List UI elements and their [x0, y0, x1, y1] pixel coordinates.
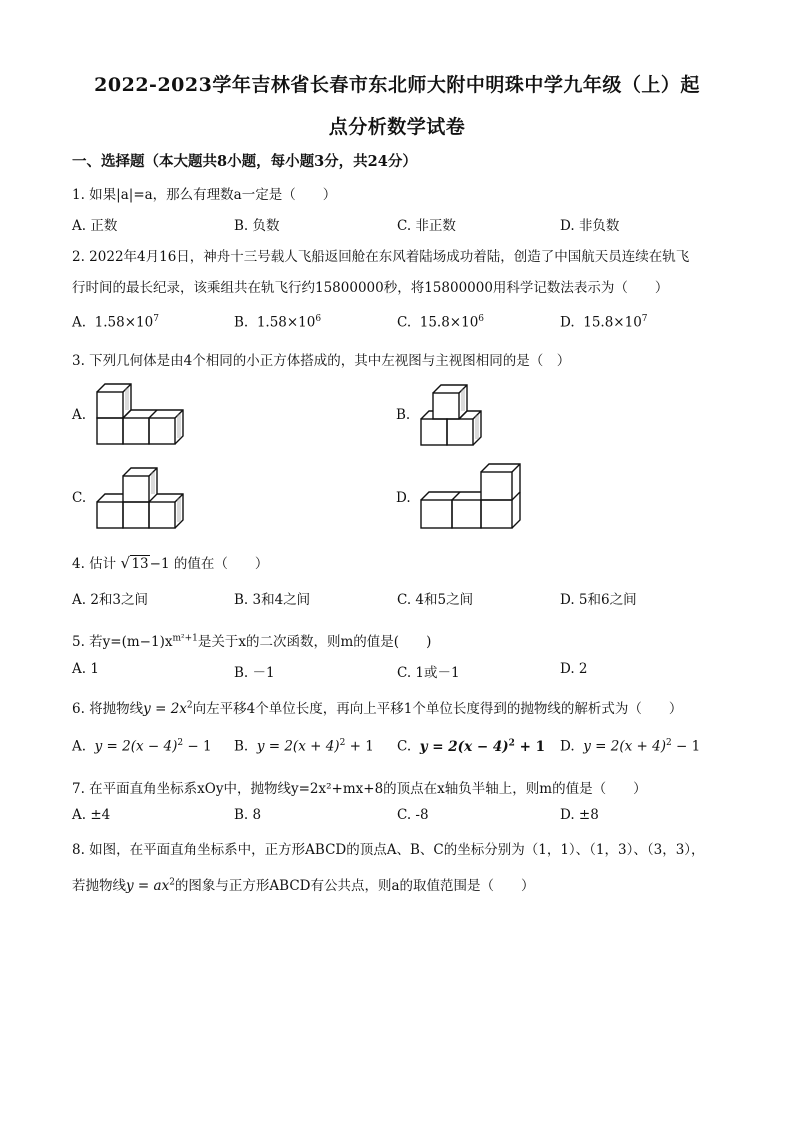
q2-option-d: D. $15.8\times 10^7$: [560, 314, 648, 331]
question-8-stem-line2: 若抛物线$y = ax^2$的图象与正方形ABCD有公共点，则a的取值范围是（ ）: [72, 877, 535, 894]
q5-option-b: B. －1: [234, 665, 275, 681]
q5-option-a: A. 1: [72, 661, 99, 677]
q7-option-a: A. ±4: [72, 807, 111, 823]
q3-label-b: B.: [396, 407, 411, 423]
q3-label-d: D.: [396, 490, 411, 506]
question-2-stem-line2: 行时间的最长纪录，该乘组共在轨飞行约15800000秒，将15800000用科学记数法表示为（ ）: [72, 280, 669, 296]
q1-option-b: B. 负数: [234, 218, 280, 234]
cube-figure-d: [420, 460, 530, 530]
q7-option-b: B. 8: [234, 807, 262, 823]
q2-option-b: B. $1.58\times 10^6$: [234, 314, 322, 331]
q4-option-b: B. 3和4之间: [234, 592, 311, 608]
q7-option-d: D. ±8: [560, 807, 599, 823]
q6-option-b: B. $y = 2(x + 4)^2 + 1$: [234, 738, 374, 755]
q6-option-d: D. $y = 2(x + 4)^2 - 1$: [560, 738, 701, 755]
q3-label-a: A.: [72, 407, 87, 423]
question-5-stem: 5. 若$y=(m-1)x^{m^2+1}$是关于x的二次函数，则m的值是( ): [72, 633, 432, 650]
q6-option-c: C. $y = 2(x - 4)^2 + 1$: [397, 738, 545, 755]
q1-option-d: D. 非负数: [560, 218, 620, 234]
cube-figure-c: [96, 462, 196, 530]
page-title: 2022-2023学年吉林省长春市东北师大附中明珠中学九年级（上）起: [94, 74, 700, 96]
question-2-stem-line1: 2. 2022年4月16日，神舟十三号载人飞船返回舱在东风着陆场成功着陆，创造了中国航天员连续在轨飞: [72, 249, 690, 265]
question-8-stem-line1: 8. 如图，在平面直角坐标系中，正方形ABCD的顶点A、B、C的坐标分别为（1，1）、（1，3）、（3，3），: [72, 842, 705, 858]
question-1-stem: 1. 如果|a|=a，那么有理数a一定是（ ）: [72, 187, 337, 203]
question-3-stem: 3. 下列几何体是由4个相同的小正方体搭成的，其中左视图与主视图相同的是（ ）: [72, 353, 571, 369]
q6-option-a: A. $y = 2(x - 4)^2 - 1$: [72, 738, 212, 755]
q5-option-c: C. 1或－1: [397, 665, 460, 681]
q2-option-a: A. $1.58\times 10^7$: [72, 314, 159, 331]
question-7-stem: 7. 在平面直角坐标系xOy中，抛物线y=2x²+mx+8的顶点在x轴负半轴上，则m的值是（ ）: [72, 781, 647, 797]
q4-option-d: D. 5和6之间: [560, 592, 637, 608]
question-6-stem: 6. 将抛物线$y = 2x^2$向左平移4个单位长度，再向上平移1个单位长度得到的抛物线的解析式为（ ）: [72, 700, 683, 717]
q1-option-a: A. 正数: [72, 218, 118, 234]
question-4-stem: 4. 估计 √ 13−1 的值在（ ）: [72, 554, 269, 572]
section-heading: 一、选择题（本大题共8小题，每小题3分，共24分）: [72, 153, 417, 170]
q1-option-c: C. 非正数: [397, 218, 456, 234]
q7-option-c: C. -8: [397, 807, 429, 823]
q5-option-d: D. 2: [560, 661, 588, 677]
q3-label-c: C.: [72, 490, 87, 506]
square-root-sign: √ 13: [120, 554, 149, 572]
q4-option-a: A. 2和3之间: [72, 592, 149, 608]
page-title-continued: 点分析数学试卷: [328, 116, 466, 138]
q2-option-c: C. $15.8\times 10^6$: [397, 314, 485, 331]
q4-option-c: C. 4和5之间: [397, 592, 474, 608]
cube-figure-b: [420, 380, 494, 446]
cube-figure-a: [96, 383, 196, 445]
